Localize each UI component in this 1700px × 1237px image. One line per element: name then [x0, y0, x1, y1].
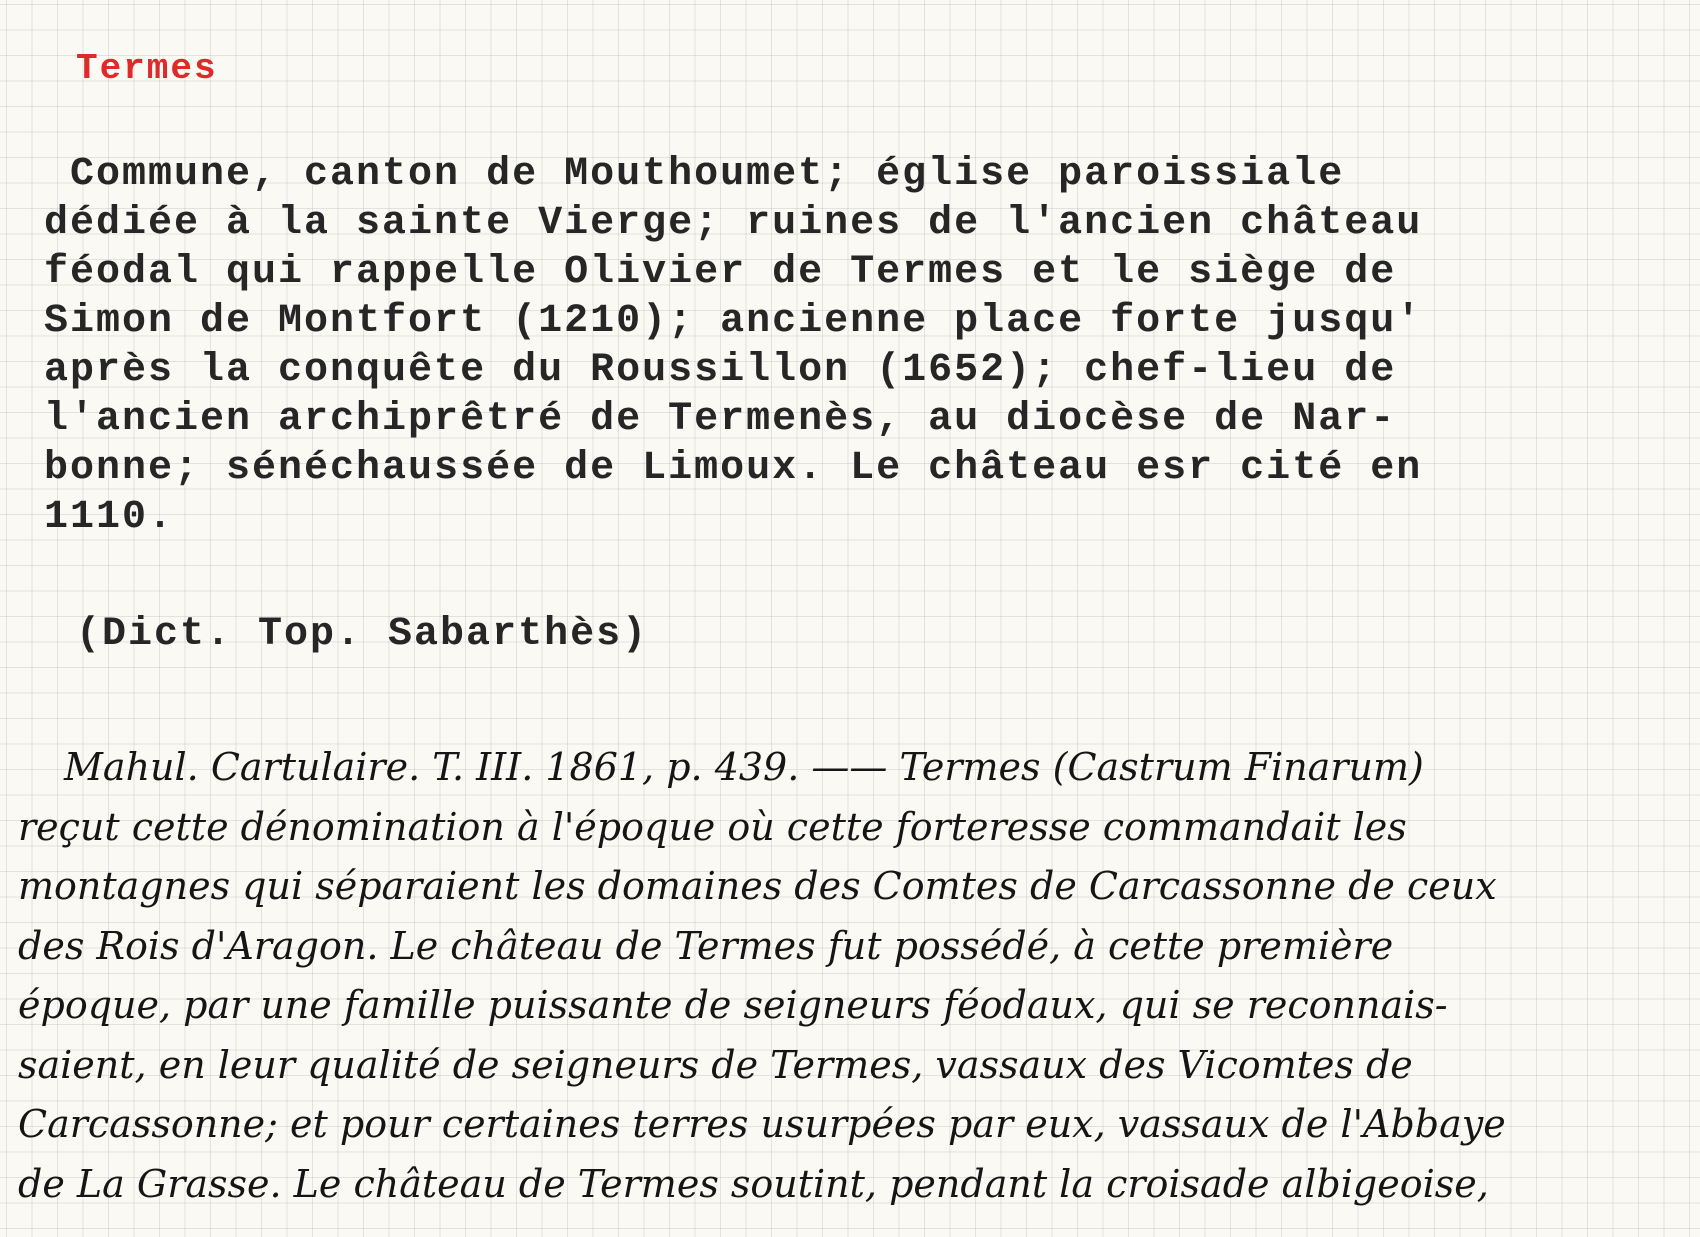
handwritten-line: Carcassonne; et pour certaines terres usurpées par eux, vassaux de l'Abbaye	[18, 1102, 1506, 1146]
handwritten-line: reçut cette dénomination à l'époque où cette forteresse commandait les	[18, 804, 1407, 849]
handwritten-line: des Rois d'Aragon. Le château de Termes fut possédé, à cette première	[18, 923, 1394, 968]
handwritten-line: Mahul. Cartulaire. T. III. 1861, p. 439. —— Termes (Castrum Finarum)	[64, 745, 1424, 789]
handwritten-note	[18, 738, 1688, 1214]
typed-line: l'ancien archiprêtré de Termenès, au diocèse de Nar-	[44, 397, 1397, 442]
handwritten-line: époque, par une famille puissante de seigneurs féodaux, qui se reconnais-	[18, 983, 1448, 1027]
typed-line: Simon de Montfort (1210); ancienne place forte jusqu'	[44, 299, 1423, 344]
typed-line: 1110.	[44, 495, 175, 540]
card-title: Termes	[76, 48, 218, 89]
typed-line: Commune, canton de Mouthoumet; église paroissiale	[44, 152, 1345, 197]
typed-line: bonne; sénéchaussée de Limoux. Le château esr cité en	[44, 446, 1423, 491]
handwritten-line: de La Grasse. Le château de Termes soutint, pendant la croisade albigeoise,	[18, 1161, 1489, 1206]
handwritten-line: saient, en leur qualité de seigneurs de Termes, vassaux des Vicomtes de	[18, 1042, 1413, 1087]
typed-line: féodal qui rappelle Olivier de Termes et le siège de	[44, 250, 1397, 295]
handwritten-line: montagnes qui séparaient les domaines des Comtes de Carcassonne de ceux	[18, 864, 1497, 908]
typed-entry	[44, 150, 1664, 542]
typed-line: après la conquête du Roussillon (1652); chef-lieu de	[44, 348, 1397, 393]
typed-line: dédiée à la sainte Vierge; ruines de l'ancien château	[44, 201, 1423, 246]
source-citation: (Dict. Top. Sabarthès)	[76, 612, 649, 657]
